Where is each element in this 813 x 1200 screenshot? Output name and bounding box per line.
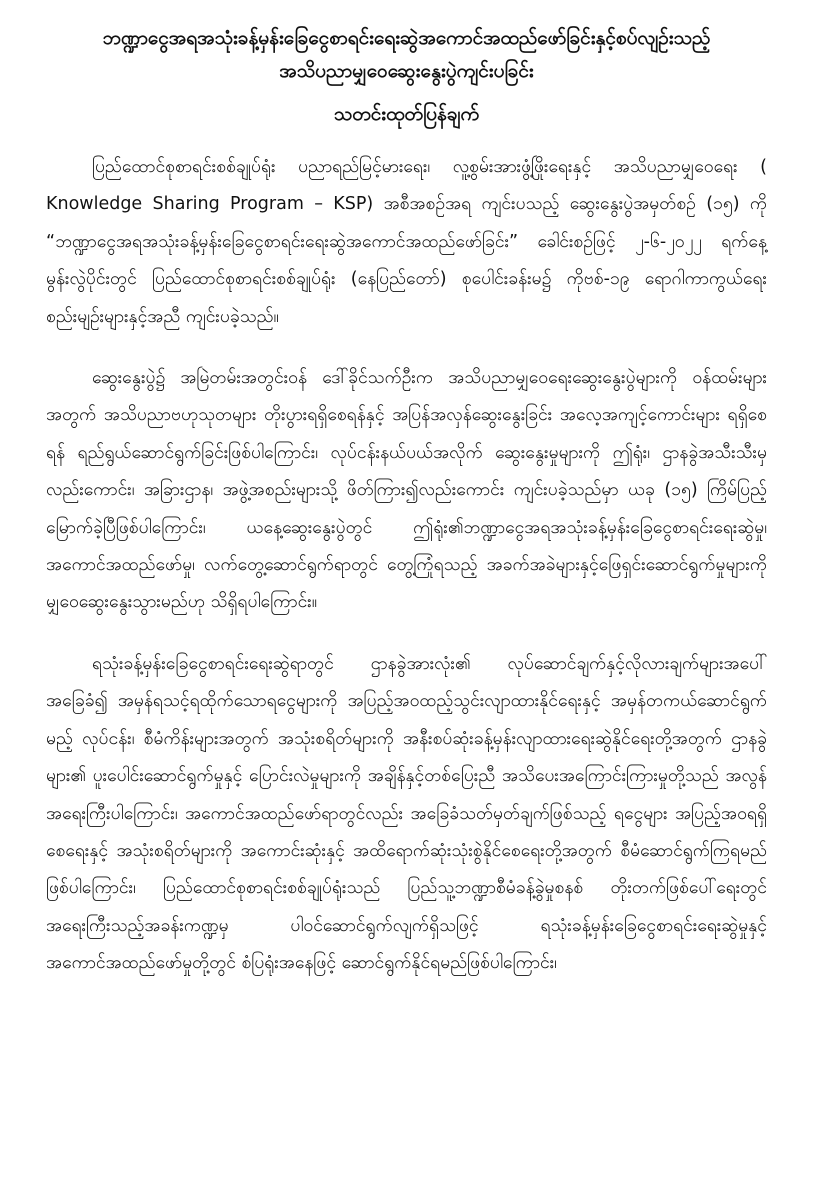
document-title	[46, 22, 767, 88]
body-paragraph-2: ဆွေးနွေးပွဲ၌ အမြဲတမ်းအတွင်းဝန် ဒေါ်ခိုင်သက်ဦးက အသိပညာမျှဝေရေးဆွေးနွေးပွဲများကို ဝန်ထမ်းများအတွက် အသိပညာဗဟုသုတများ တိုးပွားရရှိစေရန်နှင့် အပြန်အလှန်ဆွေးနွေးခြင်း အလေ့အကျင့်ကောင်းများ ရရှိစေရန် ရည်ရွယ်ဆောင်ရွက်ခြင်းဖြစ်ပါကြောင်း၊ လုပ်ငန်းနယ်ပယ်အလိုက် ဆွေးနွေးမှုများကို ဤရုံး၊ ဌာနခွဲအသီးသီးမှလည်းကောင်း၊ အခြားဌာန၊ အဖွဲ့အစည်းများသို့ ဖိတ်ကြား၍လည်းကောင်း ကျင်းပခဲ့သည်မှာ ယခု (၁၅) ကြိမ်ပြည့်မြောက်ခဲ့ပြီဖြစ်ပါကြောင်း၊ ယနေ့ဆွေးနွေးပွဲတွင် ဤရုံး၏ဘဏ္ဍာငွေအရအသုံးခန့်မှန်းခြေငွေစာရင်းရေးဆွဲမှု၊ အကောင်အထည်ဖော်မှု၊ လက်တွေ့ဆောင်ရွက်ရာတွင် တွေ့ကြုံရသည့် အခက်အခဲများနှင့်ဖြေရှင်းဆောင်ရွက်မှုများကို မျှဝေဆွေးနွေးသွားမည်ဟု သိရှိရပါကြောင်း။	[46, 368, 767, 613]
body-paragraph-3: ရသုံးခန့်မှန်းခြေငွေစာရင်းရေးဆွဲရာတွင် ဌာနခွဲအားလုံး၏ လုပ်ဆောင်ချက်နှင့်လိုလားချက်များအပေါ် အခြေခံ၍ အမှန်ရသင့်ရထိုက်သောရငွေများကို အပြည့်အဝထည့်သွင်းလျာထားနိုင်ရေးနှင့် အမှန်တကယ်ဆောင်ရွက်မည့် လုပ်ငန်း၊ စီမံကိန်းများအတွက် အသုံးစရိတ်များကို အနီးစပ်ဆုံးခန့်မှန်းလျာထားရေးဆွဲနိုင်ရေးတို့အတွက် ဌာနခွဲများ၏ ပူးပေါင်းဆောင်ရွက်မှုနှင့် ပြောင်းလဲမှုများကို အချိန်နှင့်တစ်ပြေးညီ အသိပေးအကြောင်းကြားမှုတို့သည် အလွန်အရေးကြီးပါကြောင်း၊ အကောင်အထည်ဖော်ရာတွင်လည်း အခြေခံသတ်မှတ်ချက်ဖြစ်သည့် ရငွေများ အပြည့်အဝရရှိစေရေးနှင့် အသုံးစရိတ်များကို အကောင်းဆုံးနှင့် အထိရောက်ဆုံးသုံးစွဲနိုင်စေရေးတို့အတွက် စီမံဆောင်ရွက်ကြရမည်ဖြစ်ပါကြောင်း၊ ပြည်ထောင်စုစာရင်းစစ်ချုပ်ရုံးသည် ပြည်သူ့ဘဏ္ဍာစီမံခန့်ခွဲမှုစနစ် တိုးတက်ဖြစ်ပေါ်ရေးတွင် အရေးကြီးသည့်အခန်းကဏ္ဍမှ ပါဝင်ဆောင်ရွက်လျက်ရှိသဖြင့် ရသုံးခန့်မှန်းခြေငွေစာရင်းရေးဆွဲမှုနှင့် အကောင်အထည်ဖော်မှုတို့တွင် စံပြရုံးအနေဖြင့် ဆောင်ရွက်နိုင်ရမည်ဖြစ်ပါကြောင်း၊	[46, 653, 767, 974]
document-subtitle: သတင်းထုတ်ပြန်ချက်	[333, 103, 480, 125]
document-title-line-2: အသိပညာမျှဝေဆွေးနွေးပွဲကျင်းပခြင်း	[279, 60, 534, 82]
body-paragraph-1: ပြည်ထောင်စုစာရင်းစစ်ချုပ်ရုံး ပညာရည်မြင့်မားရေး၊ လူ့စွမ်းအားဖွံ့ဖြိုးရေးနှင့် အသိပညာမျှဝေရေး ( Knowledge Sharing Program – KSP) အစီအစဉ်အရ ကျင်းပသည့် ဆွေးနွေးပွဲအမှတ်စဉ် (၁၅) ကို “ဘဏ္ဍာငွေအရအသုံးခန့်မှန်းခြေငွေစာရင်းရေးဆွဲအကောင်အထည်ဖော်ခြင်း” ခေါင်းစဉ်ဖြင့် ၂-၆-၂၀၂၂ ရက်နေ့ မွန်းလွဲပိုင်းတွင် ပြည်ထောင်စုစာရင်းစစ်ချုပ်ရုံး (နေပြည်တော်) စုပေါင်းခန်းမ၌ ကိုဗစ်-၁၉ ရောဂါကာကွယ်ရေးစည်းမျဉ်းများနှင့်အညီ ကျင်းပခဲ့သည်။	[46, 157, 767, 327]
document-title-line-1: ဘဏ္ဍာငွေအရအသုံးခန့်မှန်းခြေငွေစာရင်းရေးဆွဲအကောင်အထည်ဖော်ခြင်းနှင့်စပ်လျဉ်းသည့်	[102, 27, 711, 49]
